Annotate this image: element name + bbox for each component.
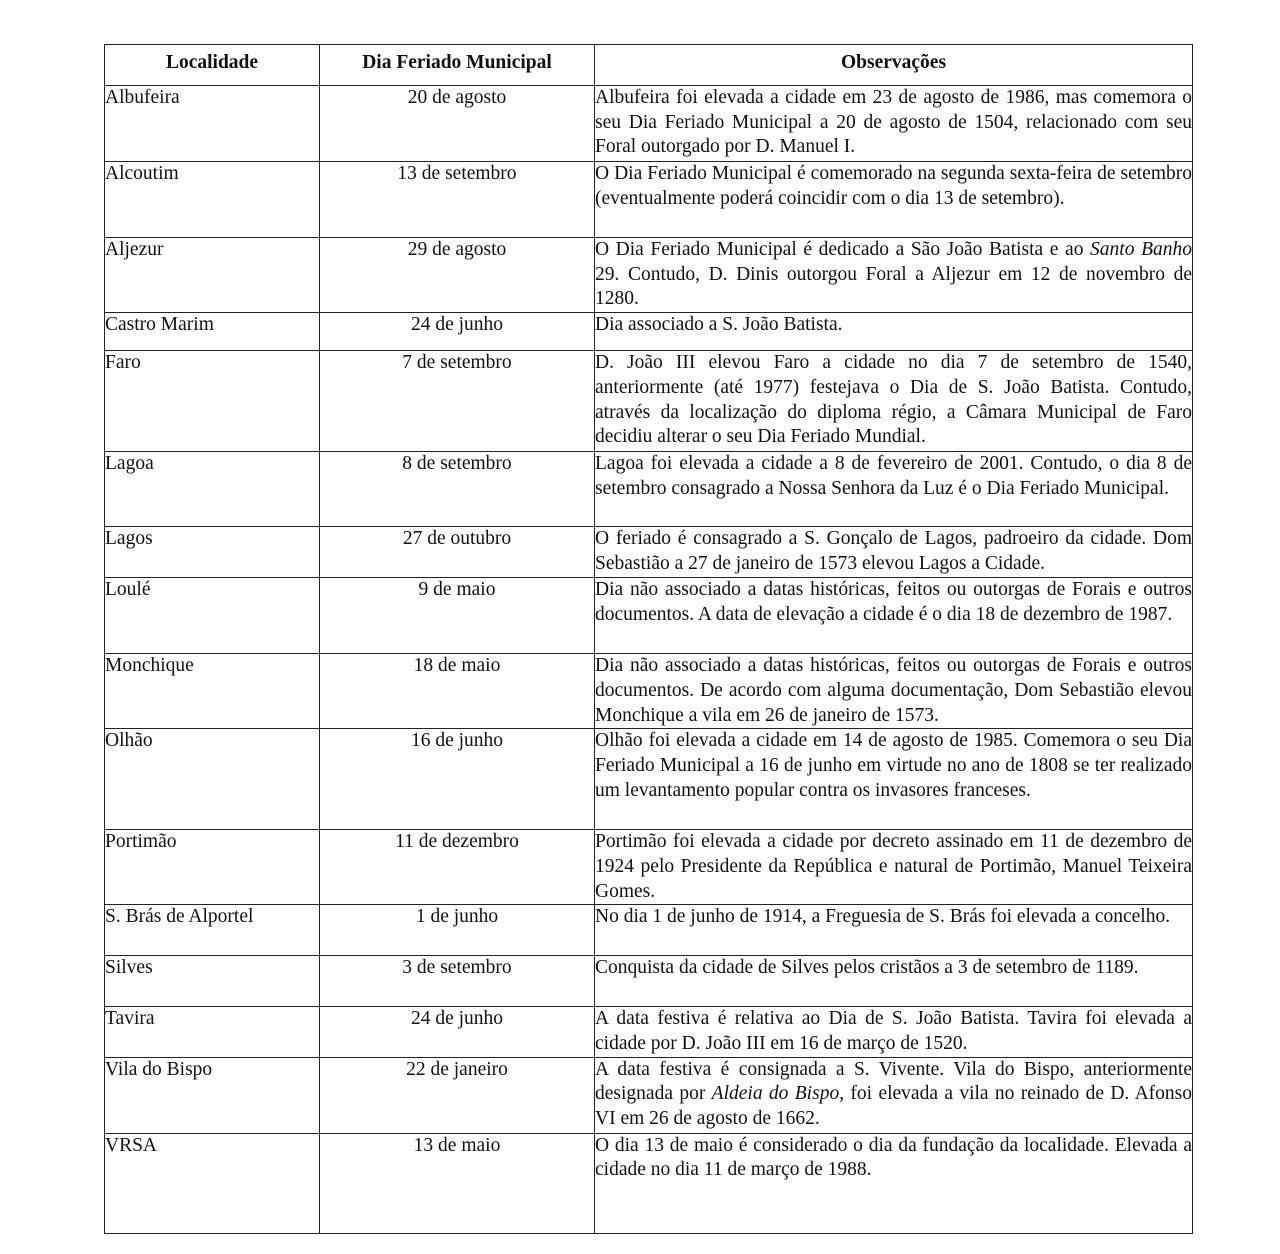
cell-observacoes <box>595 1133 1193 1233</box>
cell-observacoes <box>595 578 1193 654</box>
cell-dia-feriado: 24 de junho <box>320 313 595 351</box>
header-localidade: Localidade <box>105 45 320 86</box>
cell-observacoes <box>595 905 1193 956</box>
observacoes-text: Portimão foi elevada a cidade por decreto assinado em 11 de dezembro de 1924 pelo Presidente da República e natural de Portimão, Manuel Teixeira Gomes. <box>595 831 1192 902</box>
table-header <box>105 45 1193 86</box>
cell-dia-feriado: 1 de junho <box>320 905 595 956</box>
observacoes-text: A data festiva é consignada a S. Vivente. Vila do Bispo, anteriormente designada por <box>595 1058 1192 1105</box>
cell-dia-feriado: 13 de setembro <box>320 162 595 238</box>
cell-dia-feriado: 22 de janeiro <box>320 1057 595 1133</box>
cell-observacoes <box>595 830 1193 905</box>
cell-dia-feriado: 8 de setembro <box>320 452 595 527</box>
table-row <box>105 905 1193 956</box>
cell-dia-feriado: 18 de maio <box>320 654 595 729</box>
cell-localidade: Lagos <box>105 527 320 578</box>
cell-observacoes <box>595 1057 1193 1133</box>
observacoes-text: O feriado é consagrado a S. Gonçalo de Lagos, padroeiro da cidade. Dom Sebastião a 27 de janeiro de 1573 elevou Lagos a Cidade. <box>595 528 1192 574</box>
cell-localidade: S. Brás de Alportel <box>105 905 320 956</box>
header-dia-feriado: Dia Feriado Municipal <box>320 45 595 86</box>
cell-localidade: Aljezur <box>105 238 320 313</box>
observacoes-text: O Dia Feriado Municipal é comemorado na segunda sexta-feira de setembro (eventualmente poderá coincidir com o dia 13 de setembro). <box>595 163 1192 209</box>
cell-observacoes <box>595 162 1193 238</box>
observacoes-text: Olhão foi elevada a cidade em 14 de agosto de 1985. Comemora o seu Dia Feriado Municipal a 16 de junho em virtude no ano de 1808 se ter realizado um levantamento popular contra os invasores franceses. <box>595 730 1192 801</box>
table-row <box>105 956 1193 1007</box>
table-row <box>105 313 1193 351</box>
cell-localidade: Silves <box>105 956 320 1007</box>
cell-dia-feriado: 16 de junho <box>320 729 595 830</box>
observacoes-text: Albufeira foi elevada a cidade em 23 de agosto de 1986, mas comemora o seu Dia Feriado Municipal a 20 de agosto de 1504, relacionado com seu Foral outorgado por D. Manuel I. <box>595 87 1192 158</box>
cell-observacoes <box>595 452 1193 527</box>
table-row <box>105 162 1193 238</box>
cell-observacoes <box>595 527 1193 578</box>
cell-localidade: Lagoa <box>105 452 320 527</box>
observacoes-text: Dia associado a S. João Batista. <box>595 314 843 336</box>
cell-localidade: VRSA <box>105 1133 320 1233</box>
table-row <box>105 729 1193 830</box>
cell-localidade: Alcoutim <box>105 162 320 238</box>
cell-dia-feriado: 3 de setembro <box>320 956 595 1007</box>
table-row <box>105 1133 1193 1233</box>
table-row <box>105 830 1193 905</box>
cell-dia-feriado: 7 de setembro <box>320 351 595 452</box>
cell-localidade: Tavira <box>105 1007 320 1057</box>
observacoes-text: Conquista da cidade de Silves pelos cristãos a 3 de setembro de 1189. <box>595 957 1139 979</box>
observacoes-italic-text: Santo Banho <box>1090 239 1192 260</box>
cell-observacoes <box>595 729 1193 830</box>
observacoes-italic-text: Aldeia do Bispo <box>711 1083 840 1105</box>
cell-localidade: Vila do Bispo <box>105 1057 320 1133</box>
table-row <box>105 578 1193 654</box>
observacoes-text: Dia não associado a datas históricas, feitos ou outorgas de Forais e outros documentos. A data de elevação a cidade é o dia 18 de dezembro de 1987. <box>595 579 1192 625</box>
feriados-municipais-table <box>104 44 1193 1234</box>
observacoes-text: Dia não associado a datas históricas, feitos ou outorgas de Forais e outros documentos. De acordo com alguma documentação, Dom Sebastião elevou Monchique a vila em 26 de janeiro de 1573. <box>595 655 1192 726</box>
table-row <box>105 86 1193 162</box>
observacoes-text: No dia 1 de junho de 1914, a Freguesia de S. Brás foi elevada a concelho. <box>595 906 1171 928</box>
table-row <box>105 1007 1193 1057</box>
cell-observacoes <box>595 654 1193 729</box>
table-row <box>105 238 1193 313</box>
cell-dia-feriado: 9 de maio <box>320 578 595 654</box>
cell-dia-feriado: 20 de agosto <box>320 86 595 162</box>
table-row <box>105 1057 1193 1133</box>
observacoes-text: 29. Contudo, D. Dinis outorgou Foral a Aljezur em 12 de novembro de 1280. <box>595 263 1192 310</box>
cell-dia-feriado: 27 de outubro <box>320 527 595 578</box>
cell-observacoes <box>595 1007 1193 1057</box>
cell-dia-feriado: 13 de maio <box>320 1133 595 1233</box>
cell-localidade: Monchique <box>105 654 320 729</box>
cell-observacoes <box>595 956 1193 1007</box>
table-row <box>105 452 1193 527</box>
cell-observacoes <box>595 351 1193 452</box>
observacoes-text: O Dia Feriado Municipal é dedicado a São João Batista e ao <box>595 239 1091 260</box>
table-body <box>105 86 1193 1234</box>
cell-localidade: Castro Marim <box>105 313 320 351</box>
cell-localidade: Loulé <box>105 578 320 654</box>
table-row <box>105 351 1193 452</box>
cell-observacoes <box>595 313 1193 351</box>
cell-dia-feriado: 29 de agosto <box>320 238 595 313</box>
cell-observacoes <box>595 86 1193 162</box>
observacoes-text: D. João III elevou Faro a cidade no dia 7 de setembro de 1540, anteriormente (até 1977) festejava o Dia de S. João Batista. Contudo, através da localização do diploma régio, a Câmara Municipal de Faro decidiu alterar o seu Dia Feriado Mundial. <box>595 352 1192 448</box>
observacoes-text: Lagoa foi elevada a cidade a 8 de fevereiro de 2001. Contudo, o dia 8 de setembro consagrado a Nossa Senhora da Luz é o Dia Feriado Municipal. <box>595 453 1192 499</box>
cell-dia-feriado: 24 de junho <box>320 1007 595 1057</box>
observacoes-text: O dia 13 de maio é considerado o dia da fundação da localidade. Elevada a cidade no dia 11 de março de 1988. <box>595 1134 1192 1181</box>
cell-localidade: Olhão <box>105 729 320 830</box>
header-observacoes: Observações <box>595 45 1193 86</box>
cell-localidade: Albufeira <box>105 86 320 162</box>
observacoes-text: , foi elevada a vila no reinado de D. Afonso VI em 26 de agosto de 1662. <box>595 1083 1192 1130</box>
cell-localidade: Portimão <box>105 830 320 905</box>
table-row <box>105 527 1193 578</box>
cell-observacoes <box>595 238 1193 313</box>
header-row <box>105 45 1193 86</box>
cell-localidade: Faro <box>105 351 320 452</box>
table-row <box>105 654 1193 729</box>
cell-dia-feriado: 11 de dezembro <box>320 830 595 905</box>
observacoes-text: A data festiva é relativa ao Dia de S. João Batista. Tavira foi elevada a cidade por D. João III em 16 de março de 1520. <box>595 1008 1192 1055</box>
